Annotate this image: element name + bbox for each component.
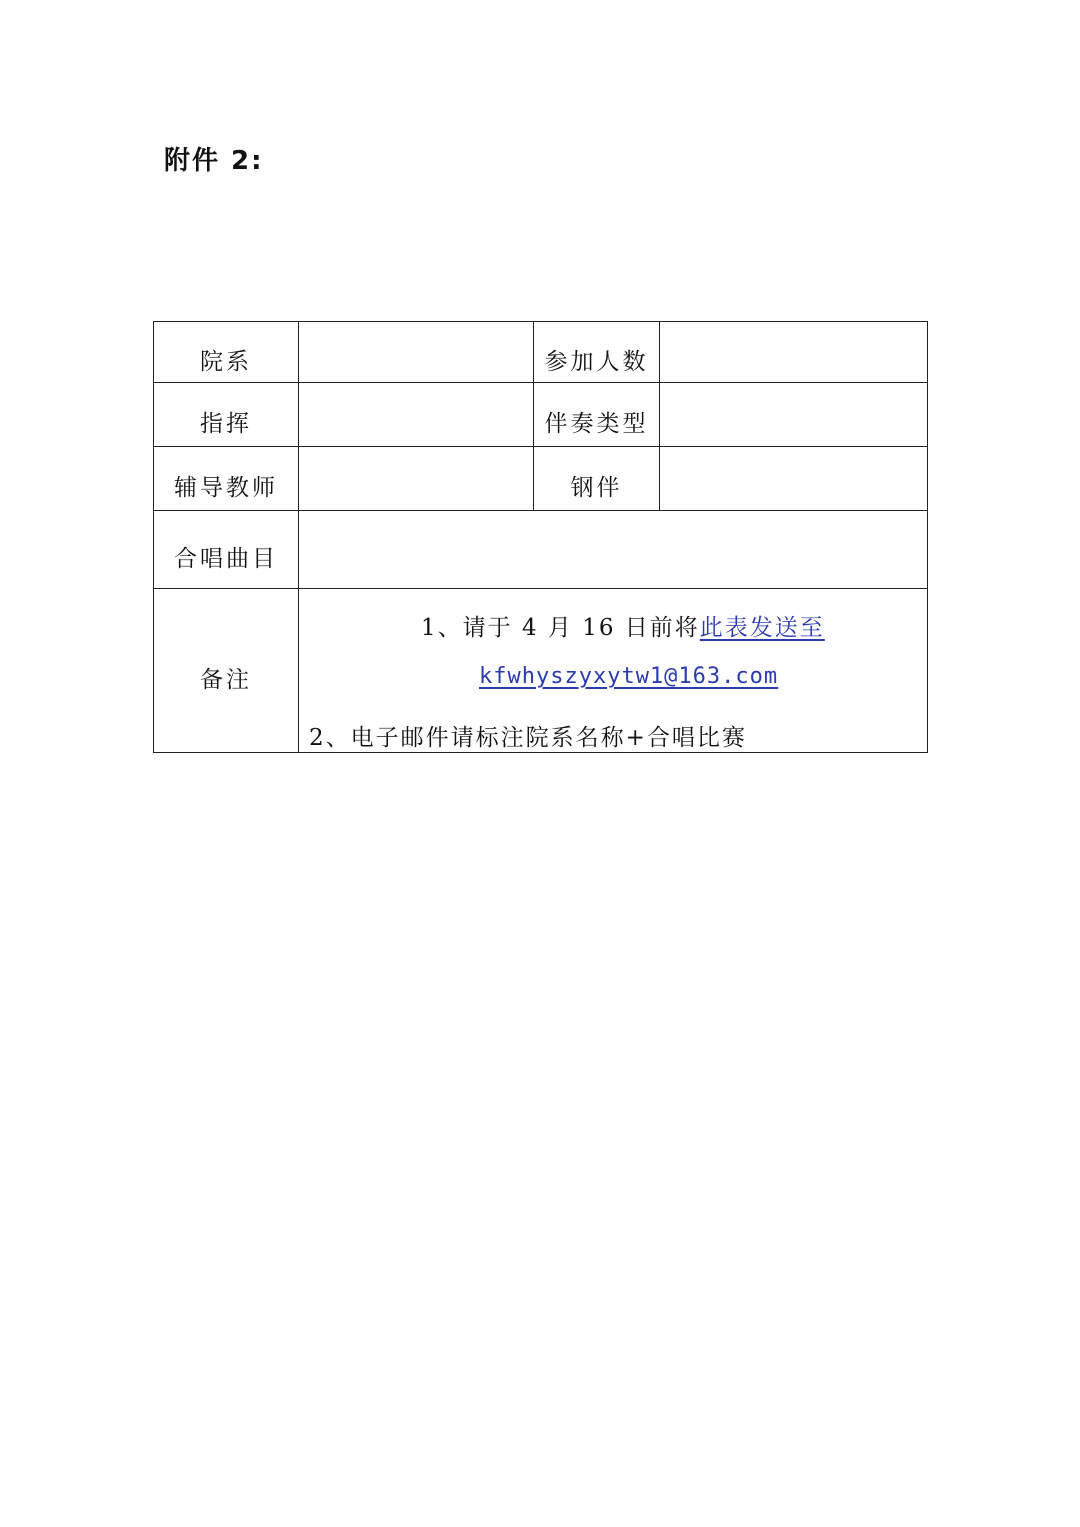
remark-line-1-text: 1、请于 4 月 16 日前将	[421, 615, 700, 641]
table-row	[154, 447, 928, 511]
table-row	[154, 589, 928, 753]
pianist-label: 钢伴	[570, 475, 623, 501]
accompaniment-type-label: 伴奏类型	[544, 411, 649, 437]
table-row	[154, 322, 928, 383]
conductor-label: 指挥	[200, 411, 252, 437]
remark-line-1	[421, 609, 825, 642]
remarks-label-cell	[154, 589, 299, 753]
remark-email-line	[479, 663, 778, 689]
table-row	[154, 511, 928, 589]
department-label-cell	[154, 322, 299, 383]
instructor-label: 辅导教师	[174, 475, 278, 501]
instructor-label-cell	[154, 447, 299, 511]
table-row	[154, 383, 928, 447]
accompaniment-type-label-cell	[534, 383, 660, 447]
attachment-heading: 附件 2:	[164, 146, 264, 176]
remarks-content-cell	[299, 589, 928, 753]
pianist-label-cell	[534, 447, 660, 511]
conductor-label-cell	[154, 383, 299, 447]
accompaniment-type-value-cell[interactable]	[660, 383, 928, 447]
participants-label-cell	[534, 322, 660, 383]
department-label: 院系	[200, 348, 252, 375]
conductor-value-cell[interactable]	[299, 383, 534, 447]
repertoire-label: 合唱曲目	[174, 546, 278, 572]
send-to-link[interactable]: 此表发送至	[699, 615, 825, 641]
department-value-cell[interactable]	[299, 322, 534, 383]
pianist-value-cell[interactable]	[660, 447, 928, 511]
repertoire-label-cell	[154, 511, 299, 589]
registration-form-table	[153, 321, 928, 753]
email-link[interactable]: kfwhyszyxytw1@163.com	[479, 664, 779, 689]
repertoire-value-cell[interactable]	[299, 511, 928, 589]
instructor-value-cell[interactable]	[299, 447, 534, 511]
remark-line-2: 2、电子邮件请标注院系名称+合唱比赛	[309, 725, 747, 751]
remarks-label: 备注	[200, 667, 252, 693]
participants-label: 参加人数	[544, 348, 649, 375]
participants-value-cell[interactable]	[660, 322, 928, 383]
